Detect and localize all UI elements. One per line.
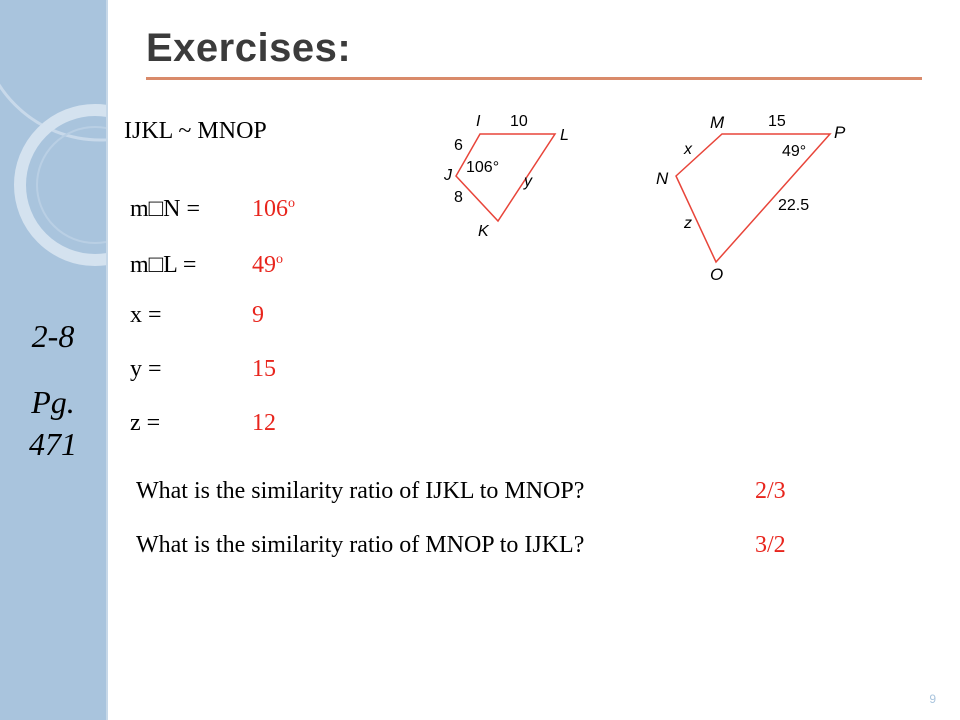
z-label: z =: [130, 410, 161, 436]
section-number: 2-8: [31, 318, 75, 354]
y-label: y =: [130, 356, 162, 382]
side-il-label: 10: [510, 113, 528, 130]
sidebar-divider: [106, 0, 108, 720]
question-1-answer: 2/3: [755, 478, 786, 504]
page-ref-label: Pg.: [31, 384, 75, 420]
vertex-o: O: [710, 265, 724, 284]
vertex-n: N: [656, 169, 669, 188]
figure-ijkl: [440, 104, 580, 244]
side-mp-label: 15: [768, 113, 786, 130]
side-ij-label: 6: [454, 137, 463, 154]
page-number: 9: [929, 692, 936, 706]
x-value: 9: [252, 302, 264, 328]
sidebar-decoration: [0, 0, 106, 720]
angle-n-label: m□N =: [130, 196, 201, 222]
vertex-l: L: [560, 127, 569, 144]
decorative-circles: [0, 0, 106, 720]
figure-mnop: [650, 104, 860, 294]
side-mn-label: x: [684, 141, 692, 158]
question-2-answer: 3/2: [755, 532, 786, 558]
question-2: What is the similarity ratio of MNOP to IJKL?: [136, 532, 585, 558]
x-label: x =: [130, 302, 162, 328]
vertex-m: M: [710, 113, 725, 132]
side-op-label: 22.5: [778, 197, 810, 214]
vertex-i: I: [476, 113, 481, 130]
similarity-statement: IJKL ~ MNOP: [124, 118, 267, 144]
angle-j-label: 106°: [466, 159, 500, 176]
side-kl-label: y: [524, 173, 532, 190]
side-jk-label: 8: [454, 189, 463, 206]
vertex-j: J: [444, 167, 452, 184]
z-value: 12: [252, 410, 276, 436]
title-underline: [146, 77, 922, 80]
vertex-k: K: [478, 223, 489, 240]
angle-n-value: 106$^o$: [252, 196, 295, 222]
question-1: What is the similarity ratio of IJKL to MNOP?: [136, 478, 585, 504]
angle-l-value: 49$^o$: [252, 252, 283, 278]
vertex-p: P: [834, 123, 846, 142]
angle-p-label: 49°: [782, 143, 807, 160]
y-value: 15: [252, 356, 276, 382]
angle-l-label: m□L =: [130, 252, 197, 278]
quadrilateral-ijkl: [456, 134, 555, 221]
page-ref-number: 471: [29, 426, 77, 462]
slide-title: Exercises:: [146, 26, 352, 70]
side-no-label: z: [684, 215, 692, 232]
